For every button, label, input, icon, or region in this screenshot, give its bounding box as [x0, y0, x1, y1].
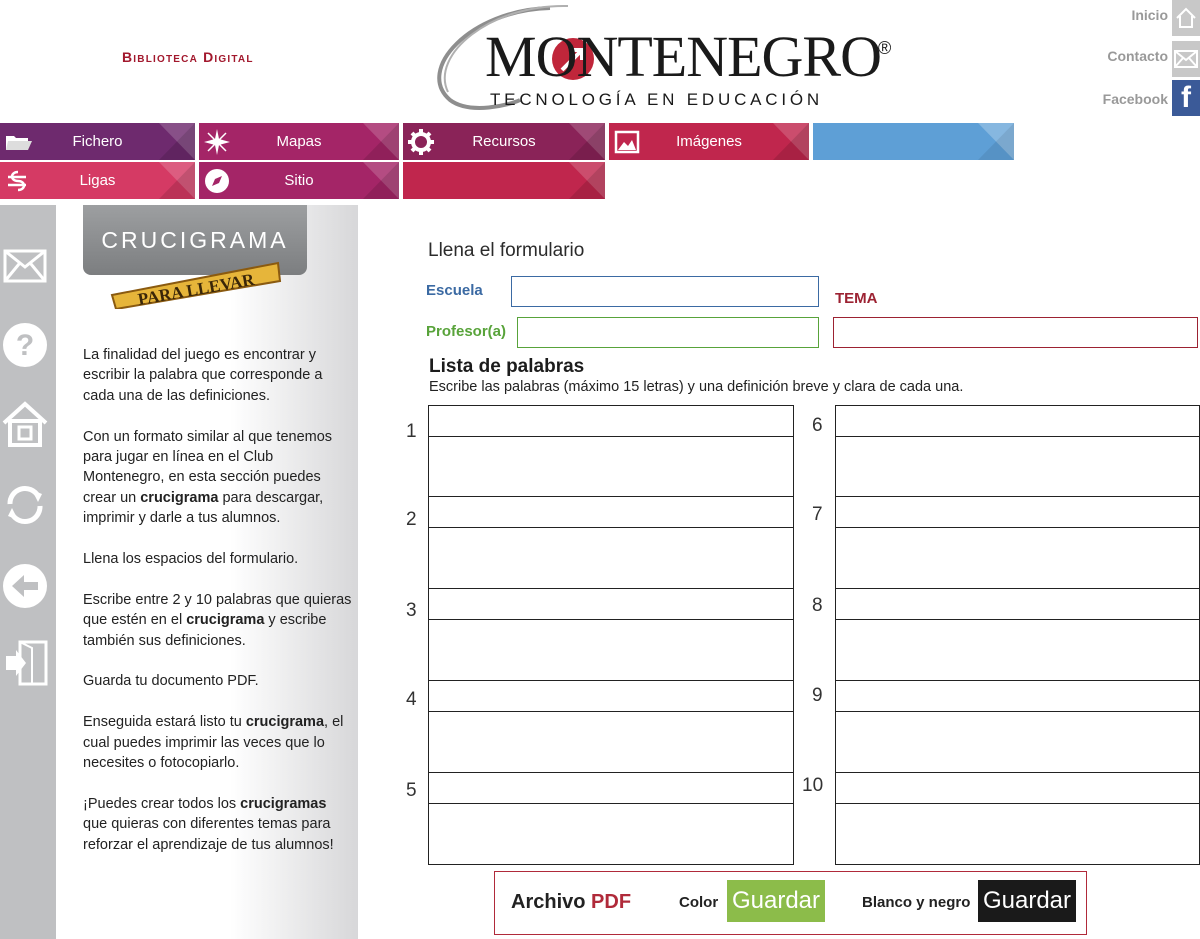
- logo-wordmark: MONTENEGRO: [485, 24, 881, 89]
- home-icon[interactable]: [1172, 0, 1200, 36]
- instruction-paragraph: Guarda tu documento PDF.: [83, 673, 259, 690]
- bw-label: Blanco y negro: [862, 894, 971, 911]
- instruction-paragraph: Con un formato similar al que tenemos para jugar en línea en el Club Montenegro, en esta sección puedes crear un crucigrama para descargar, imprimir y darle a tus alumnos.: [83, 428, 333, 527]
- nav-tile-fichero[interactable]: [0, 123, 195, 160]
- school-label: Escuela: [426, 282, 483, 299]
- site-title: Biblioteca Digital: [122, 49, 254, 65]
- nav-tile-label: Ligas: [79, 172, 116, 189]
- nav-tile-label: Mapas: [276, 133, 322, 150]
- badge-ribbon-text: PARA LLEVAR: [136, 269, 256, 309]
- nav-tile-blank-2[interactable]: [403, 162, 605, 199]
- word-number: 10: [802, 775, 824, 796]
- word-entry-9: [835, 680, 1200, 773]
- svg-text:?: ?: [15, 329, 35, 362]
- nav-tile-recursos[interactable]: [403, 123, 605, 160]
- left-rail: [0, 205, 56, 939]
- mail-icon[interactable]: [1172, 41, 1200, 77]
- refresh-icon[interactable]: [2, 482, 48, 528]
- word-input[interactable]: [429, 773, 793, 804]
- link-facebook[interactable]: Facebook: [1102, 91, 1168, 107]
- word-input[interactable]: [836, 681, 1199, 712]
- teacher-label: Profesor(a): [426, 323, 507, 340]
- word-list-instructions: Escribe las palabras (máximo 15 letras) y una definición breve y clara de cada una.: [429, 379, 964, 395]
- montenegro-logo[interactable]: [430, 0, 900, 118]
- word-input[interactable]: [836, 773, 1199, 804]
- instruction-paragraph: Llena los espacios del formulario.: [83, 551, 299, 568]
- instruction-paragraph: ¡Puedes crear todos los crucigramas que quieras con diferentes temas para reforzar el aprendizaje de tus alumnos!: [83, 795, 334, 853]
- word-input[interactable]: [429, 406, 793, 437]
- save-bw-button[interactable]: Guardar: [978, 880, 1076, 922]
- exit-icon[interactable]: [2, 640, 48, 686]
- word-number: 2: [406, 509, 417, 530]
- color-label: Color: [679, 894, 719, 911]
- nav-tile-ligas[interactable]: [0, 162, 195, 199]
- nav-tile-mapas[interactable]: [199, 123, 399, 160]
- word-input[interactable]: [429, 589, 793, 620]
- word-number: 3: [406, 600, 417, 621]
- nav-tile-blank[interactable]: [813, 123, 1014, 160]
- info-panel: [73, 205, 358, 939]
- facebook-icon[interactable]: f: [1172, 80, 1200, 116]
- home-icon[interactable]: [2, 401, 48, 447]
- word-entry-5: [428, 772, 794, 865]
- word-input[interactable]: [429, 681, 793, 712]
- instruction-paragraph: La finalidad del juego es encontrar y escribir la palabra que corresponde a cada una de las definiciones.: [83, 347, 323, 404]
- school-field[interactable]: [511, 276, 819, 307]
- word-entry-6: [835, 405, 1200, 497]
- word-number: 9: [812, 685, 823, 706]
- save-bar: [494, 871, 1087, 935]
- word-list-title: Lista de palabras: [429, 356, 585, 377]
- word-number: 4: [406, 689, 417, 710]
- topic-field[interactable]: [833, 317, 1198, 348]
- word-entry-8: [835, 588, 1200, 681]
- link-contacto[interactable]: Contacto: [1107, 48, 1168, 64]
- word-entry-2: [428, 496, 794, 589]
- instruction-paragraph: Escribe entre 2 y 10 palabras que quieras que estén en el crucigrama y escribe también sus definiciones.: [83, 591, 352, 649]
- badge-title: CRUCIGRAMA: [101, 227, 289, 253]
- nav-tile-label: Sitio: [284, 172, 314, 189]
- registered-mark: ®: [878, 38, 892, 58]
- word-number: 1: [406, 421, 417, 442]
- word-input[interactable]: [836, 497, 1199, 528]
- word-number: 5: [406, 780, 417, 801]
- nav-tile-label: Fichero: [72, 133, 123, 150]
- teacher-field[interactable]: [517, 317, 819, 348]
- word-entry-1: [428, 405, 794, 497]
- mail-icon[interactable]: [2, 243, 48, 289]
- word-input[interactable]: [429, 497, 793, 528]
- para-llevar-ribbon: [108, 255, 284, 309]
- word-number: 7: [812, 504, 823, 525]
- word-input[interactable]: [836, 589, 1199, 620]
- word-entry-10: [835, 772, 1200, 865]
- help-icon[interactable]: [2, 322, 48, 368]
- instructions-text: [83, 345, 353, 875]
- word-input[interactable]: [836, 406, 1199, 437]
- nav-tile-label: Recursos: [472, 133, 536, 150]
- logo-tagline: TECNOLOGÍA EN EDUCACIÓN: [490, 90, 823, 109]
- word-number: 8: [812, 595, 823, 616]
- back-arrow-icon[interactable]: [2, 563, 48, 609]
- nav-tile-imagenes[interactable]: [609, 123, 809, 160]
- word-entry-3: [428, 588, 794, 681]
- topic-label: TEMA: [835, 290, 878, 307]
- instruction-paragraph: Enseguida estará listo tu crucigrama, el cual puedes imprimir las veces que lo necesites o fotocopiarlo.: [83, 714, 344, 772]
- link-inicio[interactable]: Inicio: [1131, 7, 1168, 23]
- file-type-label: Archivo PDF: [511, 891, 632, 913]
- word-number: 6: [812, 415, 823, 436]
- word-entry-4: [428, 680, 794, 773]
- save-color-button[interactable]: Guardar: [727, 880, 825, 922]
- nav-tile-label: Imágenes: [676, 133, 742, 150]
- form-title: Llena el formulario: [428, 240, 585, 261]
- word-entry-7: [835, 496, 1200, 589]
- nav-tile-sitio[interactable]: [199, 162, 399, 199]
